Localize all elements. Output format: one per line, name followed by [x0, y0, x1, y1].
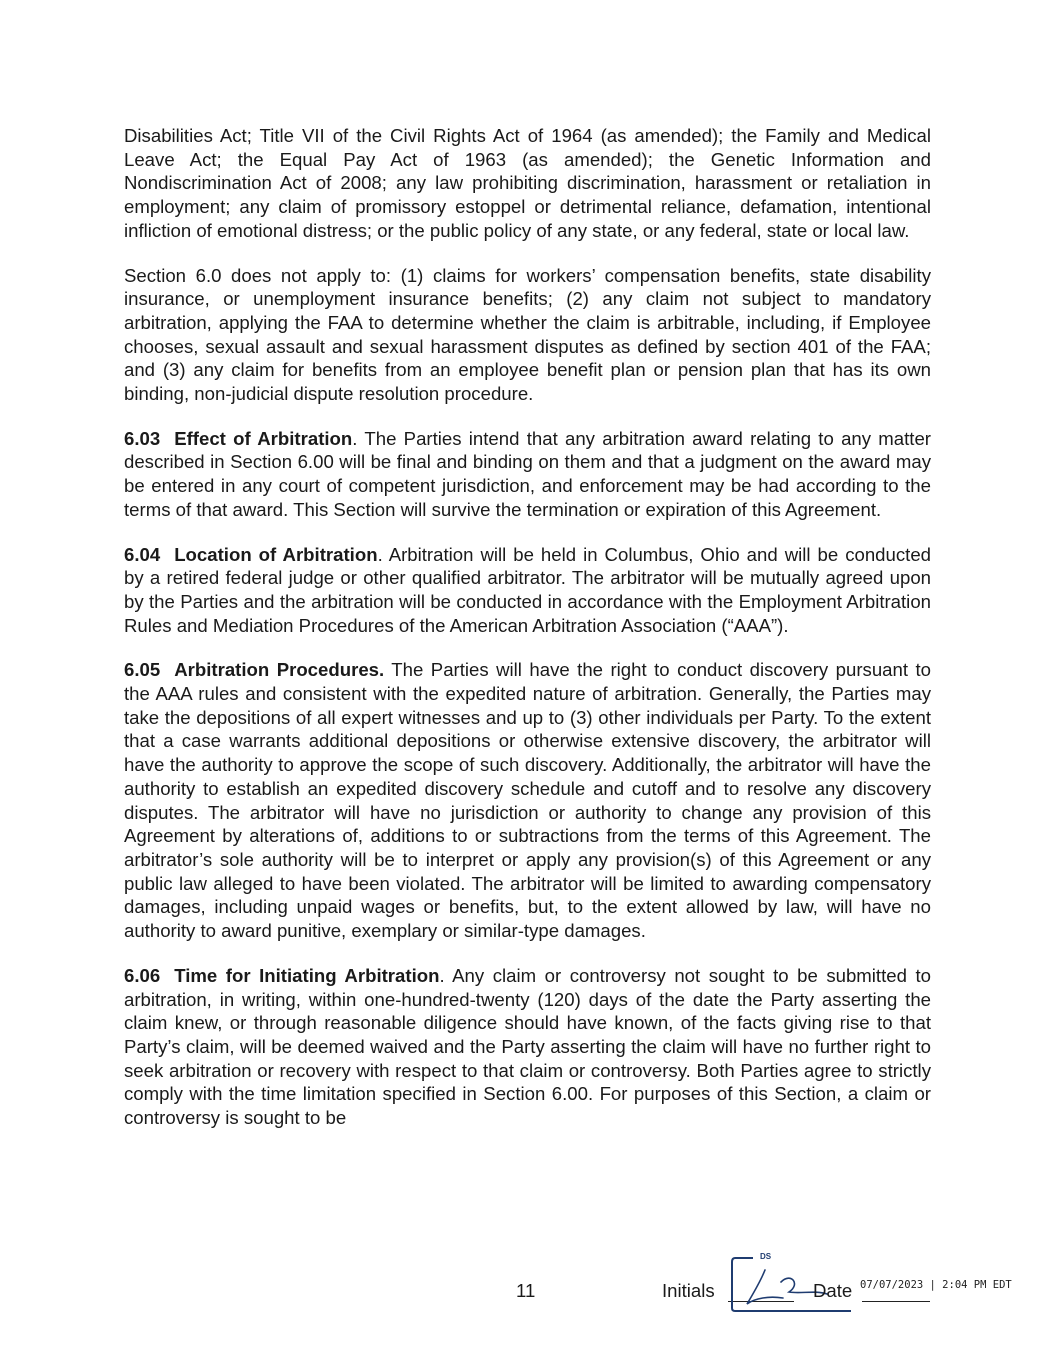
section-title: Location of Arbitration — [174, 543, 378, 565]
section-title: Arbitration Procedures. — [174, 659, 385, 681]
date-label: Date — [813, 1280, 853, 1301]
date-line — [862, 1301, 930, 1302]
section-number: 6.06 — [124, 964, 161, 986]
section-number: 6.03 — [124, 427, 161, 449]
section-title: Effect of Arbitration — [174, 427, 353, 449]
section-title-suffix: . — [377, 543, 383, 565]
page-number: 11 — [516, 1280, 536, 1301]
section-6-05 — [124, 658, 931, 942]
section-6-03 — [124, 427, 931, 522]
section-number: 6.04 — [124, 543, 161, 565]
section-6-06 — [124, 964, 931, 1130]
section-6-04 — [124, 543, 931, 638]
section-title-suffix: . — [352, 427, 358, 449]
section-number: 6.05 — [124, 659, 161, 681]
section-body: The Parties intend that any arbitration award relating to any matter described in Section 6.00 will be final and binding on them and that a judgment on the award may be entered in any court of competent jurisdiction, and enforcement may be had according to the terms of that award. This Section will survive the termination or expiration of this Agreement. — [124, 427, 931, 520]
paragraph-section-6-0-exclusions: Section 6.0 does not apply to: (1) claims for workers’ compensation benefits, state disability insurance, or unemployment insurance benefits; (2) any claim not subject to mandatory arbitration, applying the FAA to determine whether the claim is arbitrable, including, if Employee chooses, sexual assault and sexual harassment disputes as defined by section 401 of the FAA; and (3) any claim for benefits from an employee benefit plan or pension plan that has its own binding, non-judicial dispute resolution procedure. — [124, 264, 931, 405]
docusign-label: DS — [760, 1252, 772, 1261]
section-title: Time for Initiating Arbitration — [174, 964, 440, 986]
section-body: Any claim or controversy not sought to be submitted to arbitration, in writing, within one-hundred-twenty (120) days of the date the Party asserting the claim knew, or through reasonable diligence should have known, of the facts giving rise to that Party’s claim, will be deemed waived and the Party asserting the claim will have no further right to seek arbitration or recovery with respect to that claim or controversy. Both Parties agree to strictly comply with the time limitation specified in Section 6.00. For purposes of this Section, a claim or controversy is sought to be — [124, 964, 931, 1129]
paragraph-disabilities-act: Disabilities Act; Title VII of the Civil Rights Act of 1964 (as amended); the Family and Medical Leave Act; the Equal Pay Act of 1963 (as amended); the Genetic Information and Nondiscrimination Act of 2008; any law prohibiting discrimination, harassment or retaliation in employment; any claim of promissory estoppel or detrimental reliance, defamation, intentional infliction of emotional distress; or the public policy of any state, or any federal, state or local law. — [124, 125, 931, 241]
initials-label: Initials — [662, 1280, 715, 1301]
document-body — [124, 124, 931, 1151]
date-stamp: 07/07/2023 | 2:04 PM EDT — [860, 1279, 1012, 1291]
section-title-suffix: . — [439, 964, 445, 986]
section-body: The Parties will have the right to conduct discovery pursuant to the AAA rules and consistent with the expedited nature of arbitration. Generally, the Parties may take the depositions of all expert witnesses and up to (3) other individuals per Party. To the extent that a case warrants additional depositions or otherwise extensive discovery, the arbitrator will have the authority to approve the scope of such discovery. Additionally, the arbitrator will have the authority to establish an expedited discovery schedule and cutoff and to resolve any discovery disputes. The arbitrator will have no jurisdiction or authority to change any provision of this Agreement by alterations of, additions to or subtractions from the terms of this Agreement. The arbitrator’s sole authority will be to interpret or apply any provision(s) of this Agreement or any public law alleged to have been violated. The arbitrator will be limited to awarding compensatory damages, including unpaid wages or benefits, but, to the extent allowed by law, will have no authority to award punitive, exemplary or similar-type damages. — [124, 659, 931, 942]
page-footer — [0, 1252, 1055, 1312]
section-body: Arbitration will be held in Columbus, Ohio and will be conducted by a retired federal judge or other qualified arbitrator. The arbitrator will be mutually agreed upon by the Parties and the arbitration will be conducted in accordance with the Employment Arbitration Rules and Mediation Procedures of the American Arbitration Association (“AAA”). — [124, 543, 931, 636]
